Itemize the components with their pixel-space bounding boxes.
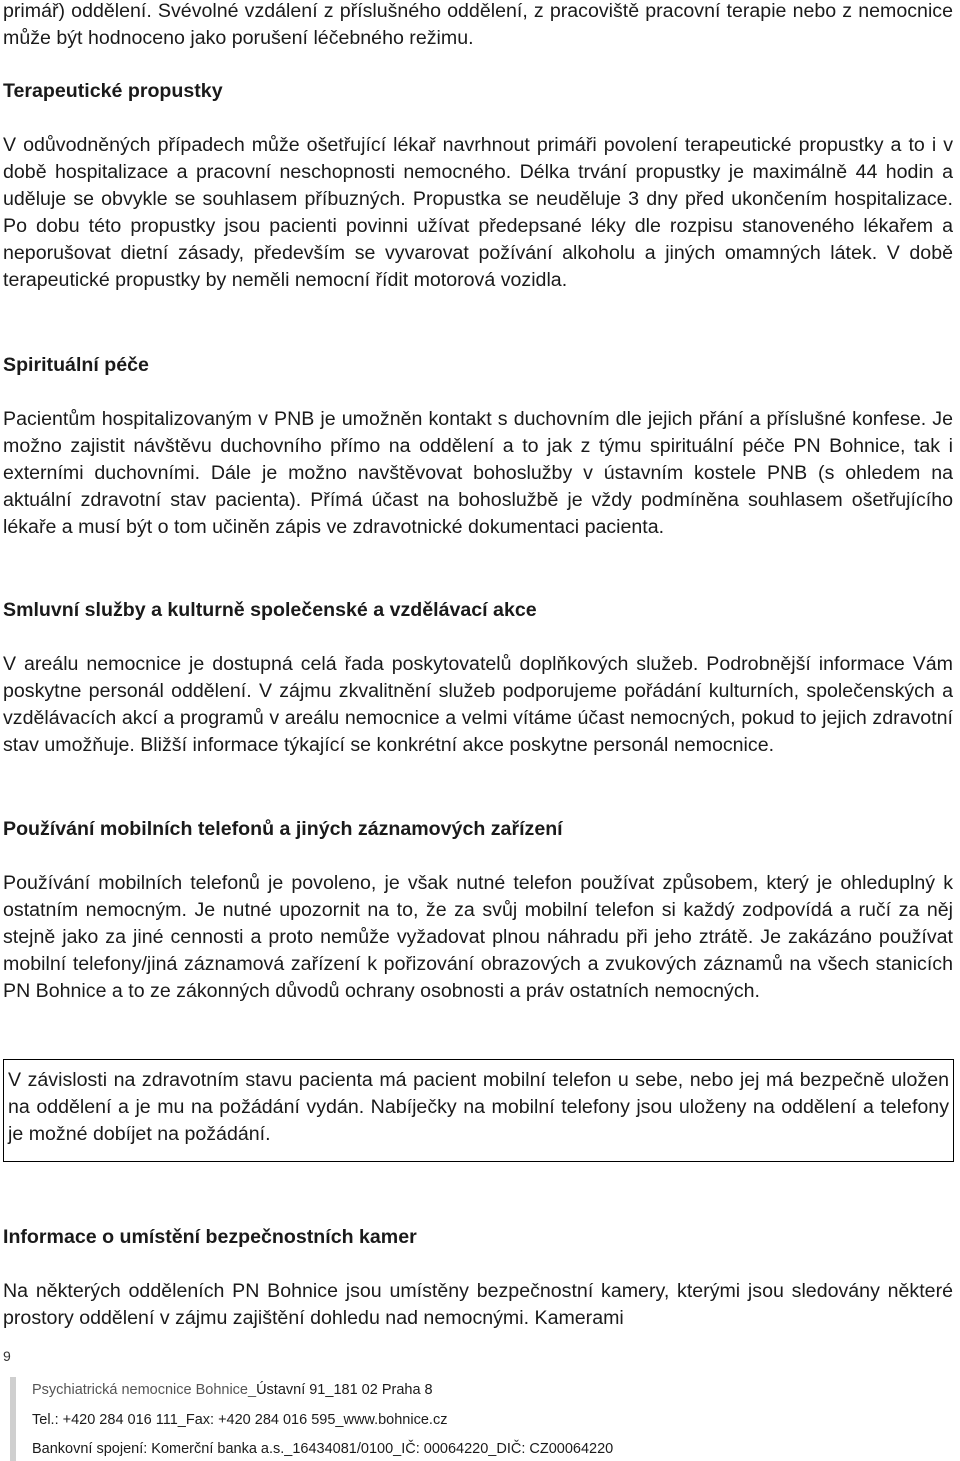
section-heading-cameras: Informace o umístění bezpečnostních kamer [3, 1226, 417, 1248]
footer-accent-bar [10, 1377, 16, 1461]
footer-org-name: Psychiatrická nemocnice Bohnice_ [32, 1382, 257, 1398]
boxed-note-text: V závislosti na zdravotním stavu pacienta má pacient mobilní telefon u sebe, nebo jej má bezpečně uložen na oddělení a je mu na požádání vydán. Nabíječky na mobilní telefony jsou uloženy na oddělení a telefony je možné dobíjet na požádání. [8, 1069, 949, 1145]
page-number: 9 [3, 1348, 11, 1364]
footer-bank-line: Bankovní spojení: Komerční banka a.s._16434081/0100_IČ: 00064220_DIČ: CZ00064220 [32, 1441, 614, 1457]
section-heading-spiritual-care: Spirituální péče [3, 354, 149, 376]
section-body-cameras: Na některých odděleních PN Bohnice jsou umístěny bezpečnostní kamery, kterými jsou sledovány některé prostory oddělení v zájmu zajištění dohledu nad nemocnými. Kamerami [3, 1280, 953, 1329]
section-heading-mobile-phones: Používání mobilních telefonů a jiných záznamových zařízení [3, 818, 563, 840]
section-body-therapeutic-leave: V odůvodněných případech může ošetřující lékař navrhnout primáři povolení terapeutické propustky a to i v době hospitalizace a pracovní neschopnosti nemocného. Délka trvání propustky je maximálně 44 hodin a uděluje se obvykle se souhlasem příbuzných. Propustka se neuděluje 3 dny před ukončením hospitalizace. Po dobu této propustky jsou pacienti povinni užívat předepsané léky dle rozpisu stanoveného lékařem a neporušovat dietní zásady, především se vyvarovat požívání alkoholu a jiných omamných látek. V době terapeutické propustky by neměli nemocní řídit motorová vozidla. [3, 134, 953, 291]
intro-paragraph: primář) oddělení. Svévolné vzdálení z příslušného oddělení, z pracoviště pracovní terapie nebo z nemocnice může být hodnoceno jako porušení léčebného režimu. [3, 0, 953, 49]
section-body-mobile-phones: Používání mobilních telefonů je povoleno, je však nutné telefon používat způsobem, který je ohleduplný k ostatním nemocným. Je nutné upozornit na to, že za svůj mobilní telefon si každý zodpovídá a ručí za něj stejně jako za jiné cennosti a proto nemůže vyžadovat plnou náhradu při jeho ztrátě. Je zakázáno používat mobilní telefony/jiná záznamová zařízení k pořizování obrazových a zvukových záznamů na všech stanicích PN Bohnice a to ze zákonných důvodů ochrany osobnosti a práv ostatních nemocných. [3, 872, 953, 1002]
section-heading-therapeutic-leave: Terapeutické propustky [3, 80, 223, 102]
boxed-note [3, 1059, 954, 1162]
section-body-services-events: V areálu nemocnice je dostupná celá řada poskytovatelů doplňkových služeb. Podrobnější informace Vám poskytne personál oddělení. V zájmu zkvalitnění služeb podporujeme pořádání kulturních, společenských a vzdělávacích akcí a programů v areálu nemocnice a velmi vítáme účast nemocných, pokud to jejich zdravotní stav umožňuje. Bližší informace týkající se konkrétní akce poskytne personál nemocnice. [3, 653, 953, 756]
footer-address: Ústavní 91_181 02 Praha 8 [256, 1382, 433, 1398]
footer-address-line [32, 1381, 433, 1399]
section-body-spiritual-care: Pacientům hospitalizovaným v PNB je umožněn kontakt s duchovním dle jejich přání a příslušné konfese. Je možno zajistit návštěvu duchovního přímo na oddělení a to jak z týmu spirituální péče PN Bohnice, tak i externími duchovními. Dále je možno navštěvovat bohoslužby v ústavním kostele PNB (s ohledem na aktuální zdravotní stav pacienta). Přímá účast na bohoslužbě je vždy podmíněna souhlasem ošetřujícího lékaře a musí být o tom učiněn zápis ve zdravotnické dokumentaci pacienta. [3, 408, 953, 538]
section-heading-services-events: Smluvní služby a kulturně společenské a vzdělávací akce [3, 599, 537, 621]
footer-contact-line: Tel.: +420 284 016 111_Fax: +420 284 016 595_www.bohnice.cz [32, 1412, 448, 1428]
